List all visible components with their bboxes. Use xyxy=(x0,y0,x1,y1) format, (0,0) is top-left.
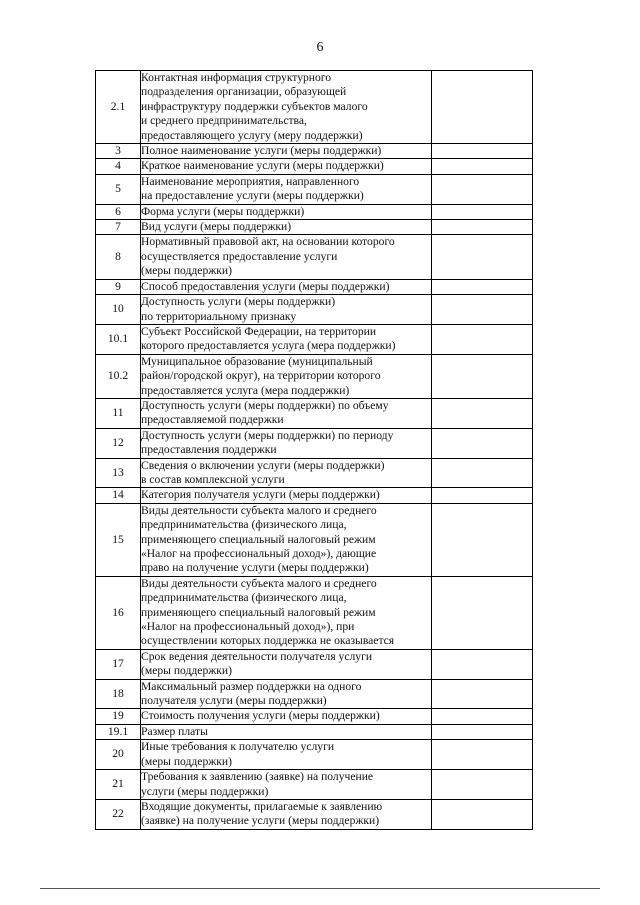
page-number: 6 xyxy=(316,40,324,55)
description-line: предоставляется услуга (мера поддержки) xyxy=(141,383,350,397)
table-row xyxy=(96,398,533,428)
row-description xyxy=(141,649,432,679)
row-number: 3 xyxy=(96,144,141,159)
table-row xyxy=(96,324,533,354)
row-description xyxy=(141,576,432,649)
row-number: 7 xyxy=(96,220,141,235)
description-line: Наименование мероприятия, направленного xyxy=(141,174,360,188)
row-number: 4 xyxy=(96,159,141,174)
description-line: Требования к заявлению (заявке) на получение xyxy=(141,770,374,784)
description-line: Виды деятельности субъекта малого и среднего xyxy=(141,576,377,590)
description-line: на предоставление услуги (меры поддержки) xyxy=(141,189,364,203)
table-row xyxy=(96,354,533,398)
row-description xyxy=(141,144,432,159)
description-line: Доступность услуги (меры поддержки) по периоду xyxy=(141,428,394,442)
table-row xyxy=(96,724,533,739)
description-line: предоставляющего услугу (меру поддержки) xyxy=(141,128,363,142)
description-line: подразделения организации, образующей xyxy=(141,85,347,99)
row-number: 2.1 xyxy=(96,71,141,144)
table-row xyxy=(96,428,533,458)
description-line: и среднего предпринимательства, xyxy=(141,114,307,128)
description-line: предоставления поддержки xyxy=(141,443,277,457)
table-row xyxy=(96,458,533,488)
row-number: 14 xyxy=(96,488,141,503)
row-value-cell xyxy=(432,679,533,709)
description-line: Сведения о включении услуги (меры поддержки) xyxy=(141,458,385,472)
row-number: 20 xyxy=(96,740,141,770)
description-line: «Налог на профессиональный доход»), дающие xyxy=(141,547,377,560)
row-value-cell xyxy=(432,458,533,488)
table-row xyxy=(96,174,533,204)
row-value-cell xyxy=(432,709,533,724)
row-description xyxy=(141,220,432,235)
row-number: 19 xyxy=(96,709,141,724)
table-row xyxy=(96,144,533,159)
table-row xyxy=(96,235,533,279)
description-line: в состав комплексной услуги xyxy=(141,472,285,486)
description-line: (меры поддержки) xyxy=(141,264,232,278)
row-number: 22 xyxy=(96,799,141,829)
row-description xyxy=(141,174,432,204)
description-line: которого предоставляется услуга (мера поддержки) xyxy=(141,339,396,353)
description-line: инфраструктуру поддержки субъектов малого xyxy=(141,99,368,113)
table-row xyxy=(96,799,533,829)
description-line: Срок ведения деятельности получателя услуги xyxy=(141,649,373,663)
description-line: Форма услуги (меры поддержки) xyxy=(141,204,305,218)
row-value-cell xyxy=(432,576,533,649)
description-line: предпринимательства (физического лица, xyxy=(141,518,347,532)
row-number: 19.1 xyxy=(96,724,141,739)
description-line: осуществляется предоставление услуги xyxy=(141,249,338,263)
row-value-cell xyxy=(432,324,533,354)
table-row xyxy=(96,503,533,576)
row-number: 10.2 xyxy=(96,354,141,398)
table-row xyxy=(96,220,533,235)
row-description xyxy=(141,235,432,279)
row-description xyxy=(141,709,432,724)
row-number: 18 xyxy=(96,679,141,709)
table-row xyxy=(96,488,533,503)
row-value-cell xyxy=(432,488,533,503)
description-line: применяющего специальный налоговый режим xyxy=(141,605,376,619)
row-description xyxy=(141,159,432,174)
description-line: Краткое наименование услуги (меры поддержки) xyxy=(141,159,384,173)
row-value-cell xyxy=(432,428,533,458)
description-line: Виды деятельности субъекта малого и среднего xyxy=(141,503,377,517)
description-line: Способ предоставления услуги (меры поддержки) xyxy=(141,279,390,293)
row-value-cell xyxy=(432,740,533,770)
description-line: Вид услуги (меры поддержки) xyxy=(141,220,292,234)
row-value-cell xyxy=(432,295,533,325)
row-number: 9 xyxy=(96,279,141,294)
table-row xyxy=(96,770,533,800)
row-number: 8 xyxy=(96,235,141,279)
row-description xyxy=(141,428,432,458)
description-line: Входящие документы, прилагаемые к заявлению xyxy=(141,799,383,813)
row-number: 16 xyxy=(96,576,141,649)
row-description xyxy=(141,488,432,503)
row-description xyxy=(141,71,432,144)
description-line: Нормативный правовой акт, на основании которого xyxy=(141,235,395,249)
description-line: получателя услуги (меры поддержки) xyxy=(141,694,327,708)
description-line: Контактная информация структурного xyxy=(141,71,332,84)
description-line: Субъект Российской Федерации, на территории xyxy=(141,324,377,338)
table-row xyxy=(96,740,533,770)
description-line: предоставляемой поддержки xyxy=(141,413,284,427)
table-row xyxy=(96,709,533,724)
description-line: право на получение услуги (меры поддержки) xyxy=(141,561,369,575)
description-line: Доступность услуги (меры поддержки) по объему xyxy=(141,398,389,412)
row-description xyxy=(141,354,432,398)
row-value-cell xyxy=(432,71,533,144)
row-value-cell xyxy=(432,144,533,159)
row-value-cell xyxy=(432,649,533,679)
row-description xyxy=(141,458,432,488)
row-number: 10 xyxy=(96,295,141,325)
row-value-cell xyxy=(432,398,533,428)
row-description xyxy=(141,740,432,770)
table-row xyxy=(96,649,533,679)
description-line: осуществлении которых поддержка не оказывается xyxy=(141,634,395,648)
row-value-cell xyxy=(432,770,533,800)
table-row xyxy=(96,159,533,174)
row-number: 6 xyxy=(96,204,141,219)
row-value-cell xyxy=(432,503,533,576)
row-value-cell xyxy=(432,354,533,398)
description-line: (меры поддержки) xyxy=(141,754,232,768)
description-line: услуги (меры поддержки) xyxy=(141,784,269,798)
row-number: 15 xyxy=(96,503,141,576)
description-line: Размер платы xyxy=(141,724,208,738)
description-line: Категория получателя услуги (меры поддержки) xyxy=(141,488,380,502)
row-number: 17 xyxy=(96,649,141,679)
row-value-cell xyxy=(432,220,533,235)
table-row xyxy=(96,679,533,709)
row-value-cell xyxy=(432,159,533,174)
row-value-cell xyxy=(432,279,533,294)
row-value-cell xyxy=(432,204,533,219)
description-line: Муниципальное образование (муниципальный xyxy=(141,354,373,368)
service-info-table xyxy=(95,70,533,830)
table-row xyxy=(96,576,533,649)
row-number: 10.1 xyxy=(96,324,141,354)
row-description xyxy=(141,398,432,428)
row-number: 11 xyxy=(96,398,141,428)
row-description xyxy=(141,204,432,219)
row-description xyxy=(141,799,432,829)
description-line: применяющего специальный налоговый режим xyxy=(141,532,376,546)
table-row xyxy=(96,71,533,144)
row-description xyxy=(141,770,432,800)
scan-edge-line xyxy=(40,888,600,889)
table-row xyxy=(96,295,533,325)
description-line: Полное наименование услуги (меры поддержки) xyxy=(141,144,382,158)
row-number: 13 xyxy=(96,458,141,488)
description-line: Стоимость получения услуги (меры поддержки) xyxy=(141,709,380,723)
row-number: 12 xyxy=(96,428,141,458)
row-value-cell xyxy=(432,799,533,829)
description-line: Иные требования к получателю услуги xyxy=(141,740,335,754)
row-number: 5 xyxy=(96,174,141,204)
description-line: «Налог на профессиональный доход»), при xyxy=(141,620,355,634)
row-description xyxy=(141,279,432,294)
description-line: по территориальному признаку xyxy=(141,309,297,323)
table-row xyxy=(96,279,533,294)
row-description xyxy=(141,324,432,354)
description-line: предпринимательства (физического лица, xyxy=(141,591,347,605)
table-body xyxy=(96,71,533,830)
row-value-cell xyxy=(432,174,533,204)
row-value-cell xyxy=(432,235,533,279)
description-line: Максимальный размер поддержки на одного xyxy=(141,679,362,693)
row-description xyxy=(141,503,432,576)
row-description xyxy=(141,724,432,739)
row-description xyxy=(141,295,432,325)
row-value-cell xyxy=(432,724,533,739)
description-line: (меры поддержки) xyxy=(141,664,232,678)
description-line: район/городской округ), на территории которого xyxy=(141,369,381,383)
description-line: (заявке) на получение услуги (меры поддержки) xyxy=(141,814,380,828)
description-line: Доступность услуги (меры поддержки) xyxy=(141,295,336,309)
row-number: 21 xyxy=(96,770,141,800)
row-description xyxy=(141,679,432,709)
table-row xyxy=(96,204,533,219)
